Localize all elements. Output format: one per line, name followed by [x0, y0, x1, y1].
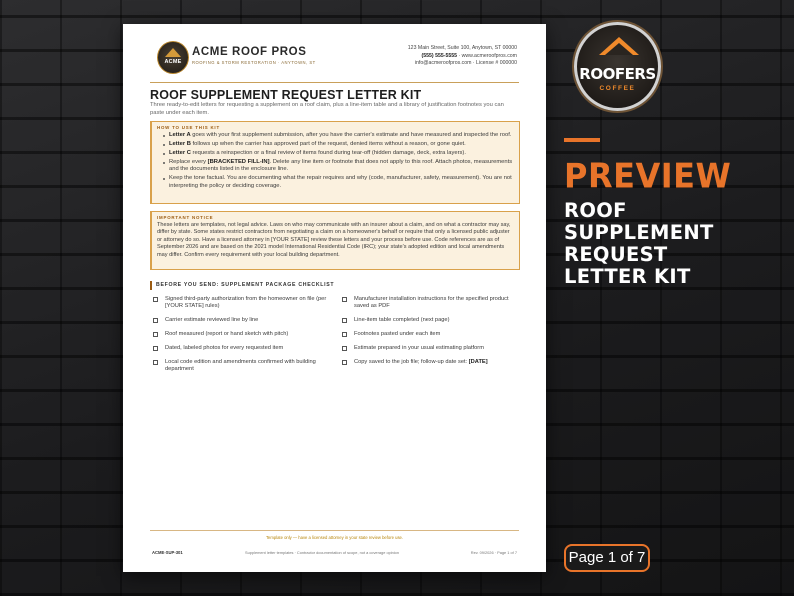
company-logo — [157, 41, 189, 74]
header-divider — [150, 82, 519, 83]
list-item: Letter C requests a reinspection or a final review of items found during tear-off (hidden damage, deck, extra layers). — [169, 150, 513, 157]
contact-block — [408, 45, 517, 68]
checkbox-icon[interactable] — [153, 318, 158, 323]
checkbox-icon[interactable] — [153, 346, 158, 351]
how-to-use-heading: HOW TO USE THIS KIT — [157, 125, 220, 130]
checkbox-icon[interactable] — [342, 346, 347, 351]
contact-email-license: info@acmeroofpros.com · License # 000000 — [414, 60, 517, 66]
important-notice-heading: IMPORTANT NOTICE — [157, 215, 214, 220]
checklist-item: Local code edition and amendments confirmed with building department — [152, 359, 330, 374]
product-title-line: ROOF — [564, 199, 627, 222]
important-notice-text: These letters are templates, not legal advice. Laws on who may communicate with an insurer about a claim, and on what a contractor may say, differ by state. Some states restrict contractors from negotiating a claim on a homeowner's behalf or require that only a licensed public adjuster or attorney do so. Have a licensed attorney in [YOUR STATE] review these letters and your process before use. Code references are as of September 2026 and are based on the 2021 model International Residential Code (IRC); your state's adopted edition and local amendments may differ. Confirm every requirement with your local building department. — [157, 222, 511, 258]
contact-website: · www.acmeroofpros.com — [457, 52, 517, 59]
product-title-line: LETTER KIT — [564, 265, 691, 288]
checklist-item: Line-item table completed (next page) — [341, 317, 519, 324]
checkbox-icon[interactable] — [342, 332, 347, 337]
footer-description: Supplement letter templates · Contractor documentation of scope, not a coverage opinion — [245, 550, 399, 555]
footer-divider — [150, 530, 519, 531]
checkbox-icon[interactable] — [153, 297, 158, 302]
company-name: ACME ROOF PROS — [192, 46, 307, 58]
contact-phone: (555) 555-5555 — [421, 52, 458, 59]
product-title-line: SUPPLEMENT — [564, 221, 714, 244]
document-code: ACME-SUP-301 — [152, 550, 183, 555]
checkbox-icon[interactable] — [153, 360, 158, 365]
document-subtitle: Three ready-to-edit letters for requesting a supplement on a roof claim, plus a line-item table and a library of justification footnotes you can paste under each item. — [150, 102, 504, 116]
badge-sub: COFFEE — [599, 85, 636, 92]
checklist-right-column — [341, 296, 519, 366]
checklist-item: Signed third-party authorization from the homeowner on file (per [YOUR STATE] rules) — [152, 296, 330, 311]
important-notice-box — [150, 211, 520, 270]
footer-legal-note: Template only — have a licensed attorney in your state review before use. — [265, 535, 404, 540]
checkbox-icon[interactable] — [342, 360, 347, 365]
footer-revision: Rev. 09/2026 · Page 1 of 7 — [470, 550, 517, 555]
roofers-coffee-logo — [574, 22, 661, 111]
checkbox-icon[interactable] — [153, 332, 158, 337]
how-to-use-list — [157, 132, 513, 190]
checklist-item: Dated, labeled photos for every requested item — [152, 345, 330, 352]
logo-word: ACME — [164, 59, 182, 65]
roof-icon — [599, 37, 639, 55]
logo-roof-icon — [165, 48, 181, 57]
checklist-left-column — [152, 296, 330, 374]
checklist-item: Copy saved to the job file; follow-up date set: [DATE] — [341, 359, 519, 366]
checklist-item: Footnotes pasted under each item — [341, 331, 519, 338]
document-page — [123, 24, 546, 572]
list-item: Replace every [BRACKETED FILL-IN]. Delete any line item or footnote that does not apply to this roof. Attach photos, measurements and the documents listed in the enclosure line. — [169, 159, 513, 173]
checklist-item: Roof measured (report or hand sketch with pitch) — [152, 331, 330, 338]
list-item: Letter A goes with your first supplement submission, after you have the carrier's estimate and have measured and inspected the roof. — [169, 132, 512, 138]
accent-bar — [564, 138, 600, 142]
checklist-heading: BEFORE YOU SEND: SUPPLEMENT PACKAGE CHECKLIST — [150, 281, 520, 290]
product-title — [564, 200, 714, 288]
list-item: Keep the tone factual. You are documenting what the repair requires and why (code, manufacturer, safety, measurement). You are not interpreting the policy or deciding coverage. — [169, 175, 512, 189]
checkbox-icon[interactable] — [342, 318, 347, 323]
checkbox-icon[interactable] — [342, 297, 347, 302]
checklist-item: Estimate prepared in your usual estimating platform — [341, 345, 519, 352]
product-title-line: REQUEST — [564, 243, 668, 266]
badge-word: ROOFERS — [579, 65, 656, 83]
company-tagline: ROOFING & STORM RESTORATION · ANYTOWN, ST — [192, 60, 316, 65]
contact-address: 123 Main Street, Suite 100, Anytown, ST 00000 — [407, 45, 517, 51]
page-indicator: Page 1 of 7 — [564, 544, 650, 572]
document-title: ROOF SUPPLEMENT REQUEST LETTER KIT — [150, 88, 422, 102]
list-item: Letter B follows up when the carrier has approved part of the request, denied items without a reason, or gone quiet. — [169, 141, 513, 148]
preview-label: PREVIEW — [564, 156, 732, 196]
how-to-use-box — [150, 121, 520, 204]
checklist-item: Carrier estimate reviewed line by line — [152, 317, 330, 324]
checklist-item: Manufacturer installation instructions for the specified product saved as PDF — [341, 296, 519, 311]
